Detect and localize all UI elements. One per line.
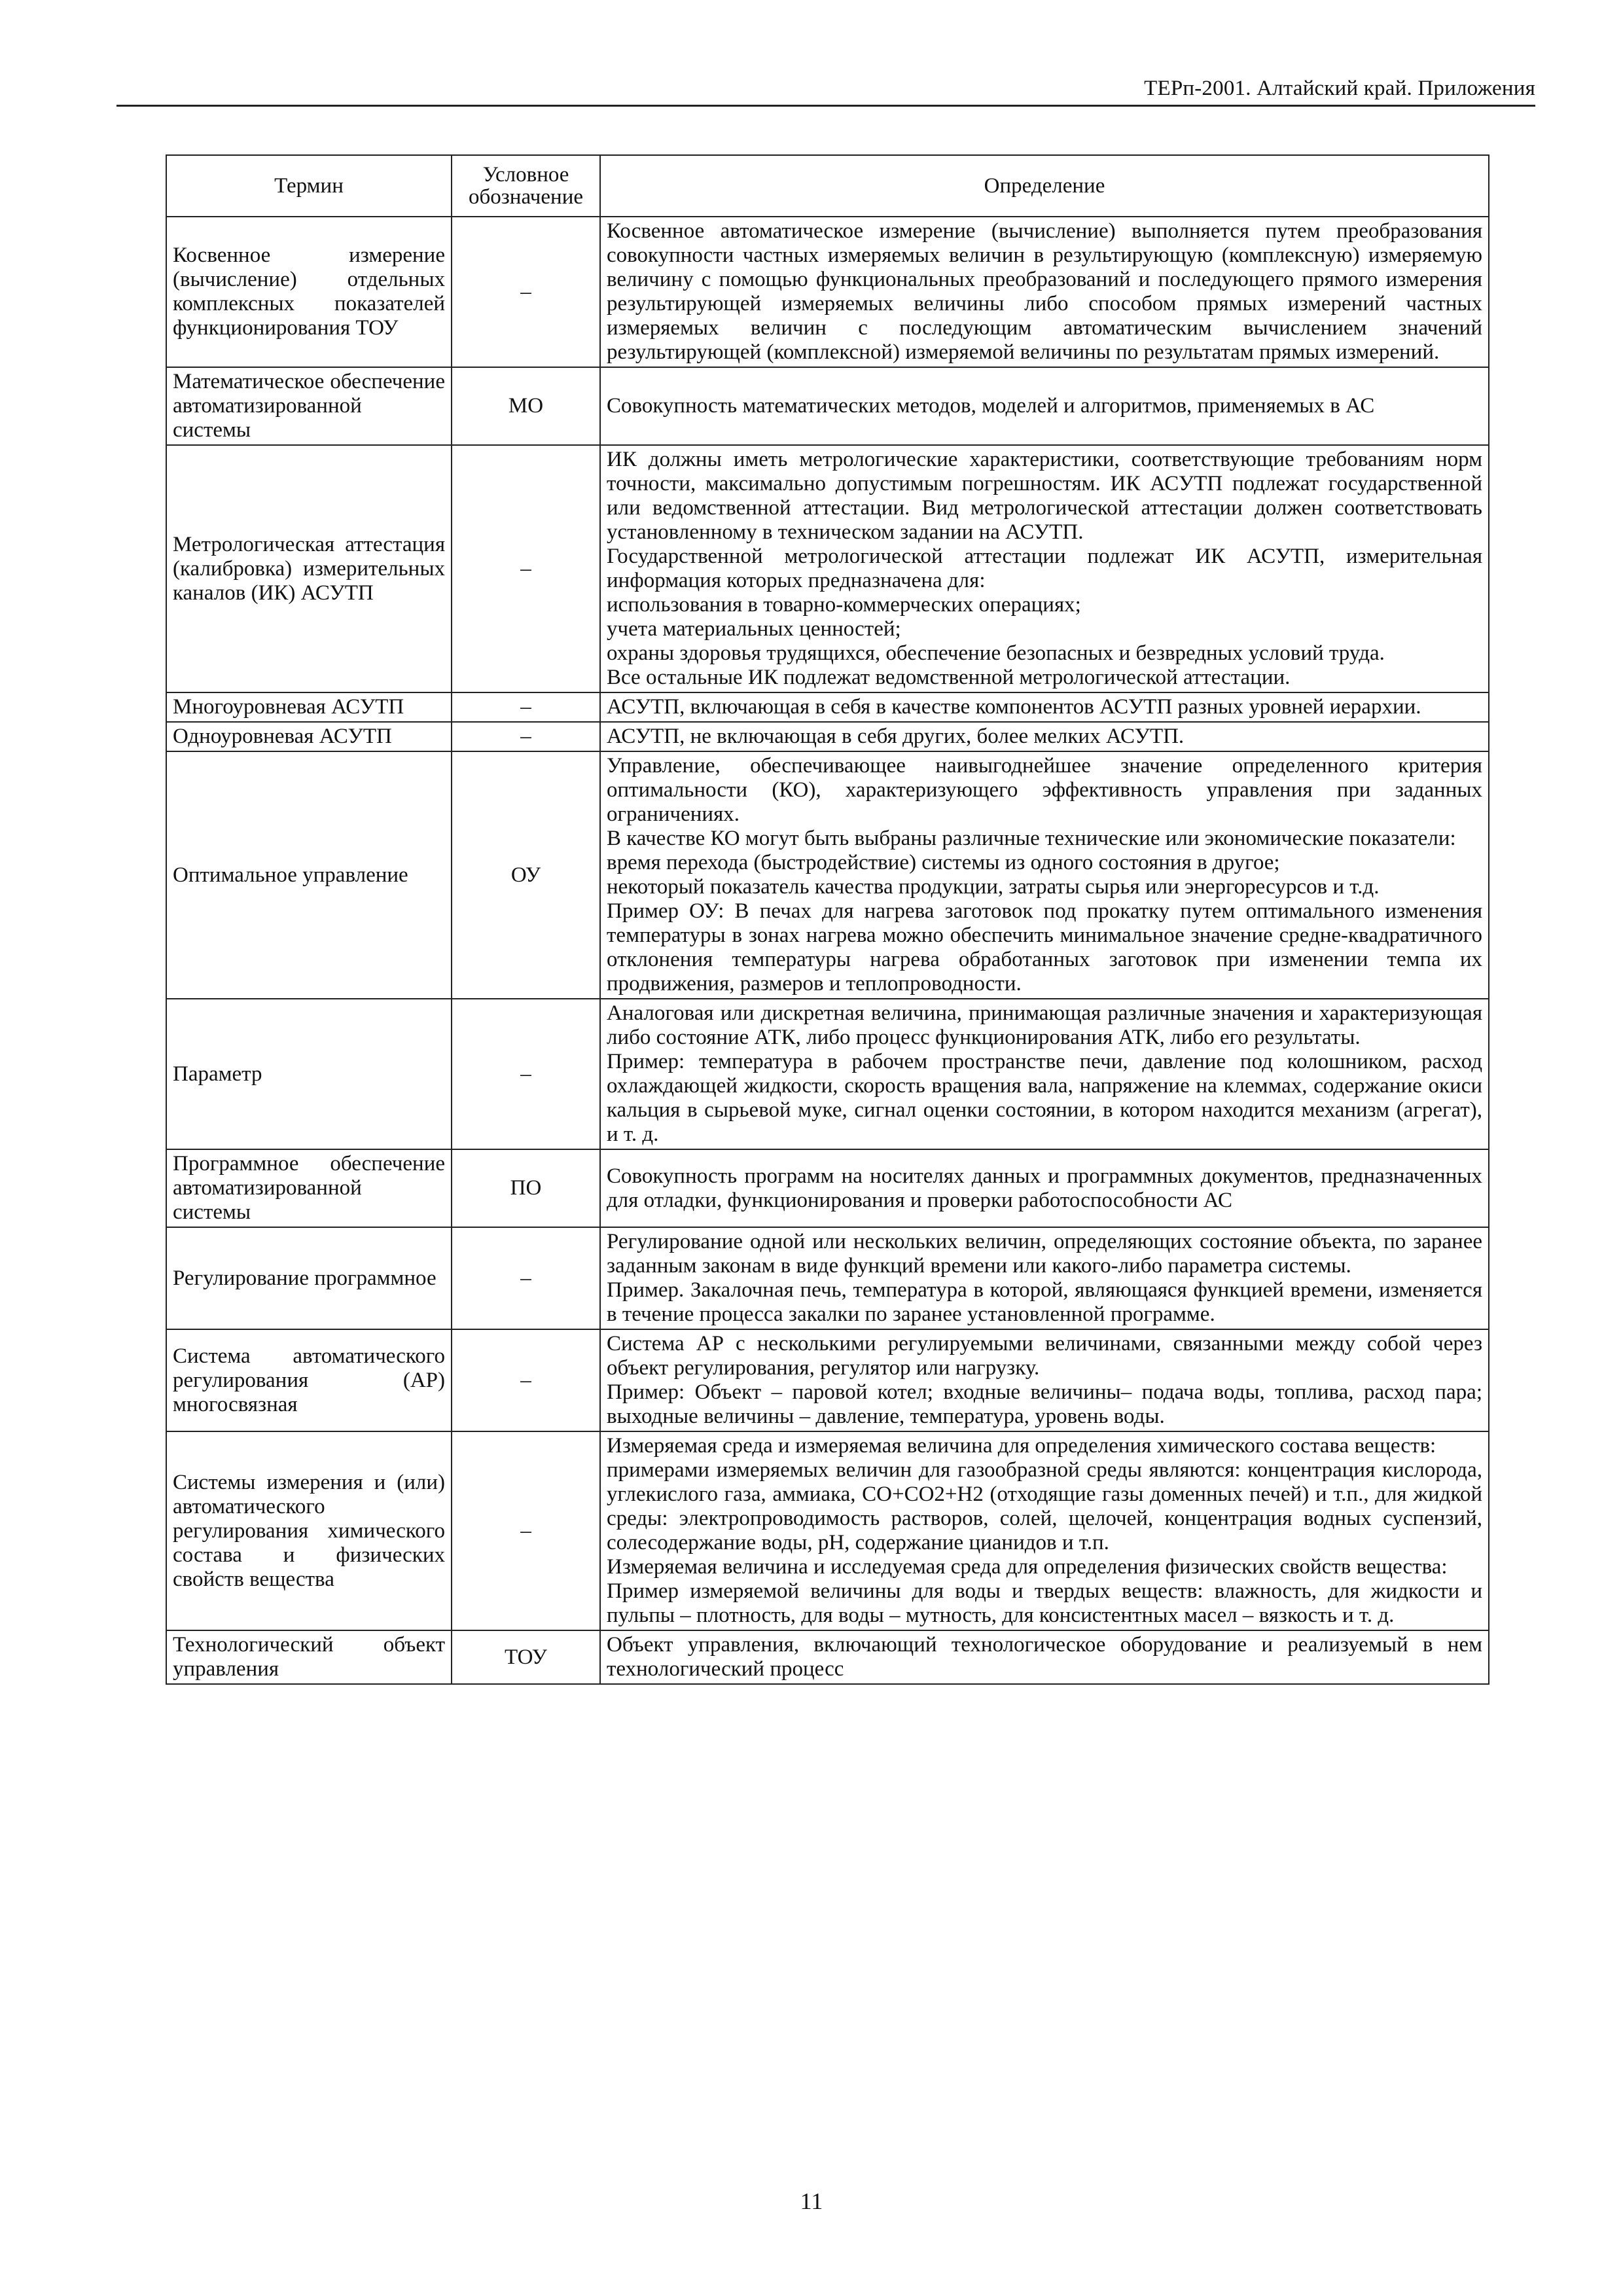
abbreviation-cell: ТОУ — [452, 1630, 600, 1684]
definition-paragraph: примерами измеряемых величин для газообразной среды являются: концентрация кислорода, углекислого газа, аммиака, CO+CO2+H2 (отходящие газы доменных печей) и т.п., для жидкой среды: электропроводимость растворов, солей, щелочей, концентрация водных суспензий, солесодержание воды, pH, содержание цианидов и т.п. — [607, 1458, 1482, 1554]
term-cell: Многоуровневая АСУТП — [166, 692, 452, 722]
definition-cell — [600, 692, 1489, 722]
definition-paragraph: Аналоговая или дискретная величина, принимающая различные значения и характеризующая либо состояние АТК, либо процесс функционирования АТК, либо его результаты. — [607, 1001, 1482, 1049]
abbreviation-cell: – — [452, 1431, 600, 1630]
column-header-term: Термин — [166, 155, 452, 217]
page-number: 11 — [800, 2188, 823, 2214]
definition-paragraph: Пример. Закалочная печь, температура в которой, являющаяся функцией времени, изменяется в течение процесса закалки по заранее установленной программе. — [607, 1278, 1482, 1326]
abbreviation-cell: ОУ — [452, 751, 600, 999]
running-header — [116, 71, 1535, 107]
running-header-title: ТЕРп-2001. Алтайский край. Приложения — [1144, 77, 1535, 100]
definition-paragraph: Система АР с несколькими регулируемыми величинами, связанными между собой через объект регулирования, регулятор или нагрузку. — [607, 1332, 1482, 1380]
definition-cell — [600, 1227, 1489, 1329]
term-cell: Оптимальное управление — [166, 751, 452, 999]
definition-paragraph: АСУТП, не включающая в себя других, более мелких АСУТП. — [607, 725, 1185, 748]
abbreviation-cell: – — [452, 722, 600, 751]
definition-cell — [600, 367, 1489, 445]
definition-cell — [600, 722, 1489, 751]
abbreviation-cell: – — [452, 1227, 600, 1329]
definition-cell — [600, 999, 1489, 1149]
definition-paragraph: В качестве КО могут быть выбраны различные технические или экономические показатели: — [607, 827, 1456, 850]
term-cell: Параметр — [166, 999, 452, 1149]
table-row — [166, 692, 1489, 722]
definition-paragraph: Измеряемая величина и исследуемая среда для определения физических свойств вещества: — [607, 1555, 1448, 1579]
definition-paragraph: Объект управления, включающий технологическое оборудование и реализуемый в нем технологический процесс — [607, 1633, 1482, 1681]
abbreviation-cell: – — [452, 445, 600, 692]
definition-paragraph: Совокупность программ на носителях данных и программных документов, предназначенных для отладки, функционирования и проверки работоспособности АС — [607, 1164, 1482, 1212]
table-row — [166, 1329, 1489, 1431]
definition-paragraph: Совокупность математических методов, моделей и алгоритмов, применяемых в АС — [607, 394, 1375, 418]
term-cell: Программное обеспечение автоматизированной системы — [166, 1149, 452, 1227]
table-row — [166, 1630, 1489, 1684]
table-row — [166, 445, 1489, 692]
definition-paragraph: Пример: Объект – паровой котел; входные величины– подача воды, топлива, расход пара; выходные величины – давление, температура, уровень воды. — [607, 1380, 1482, 1428]
definition-cell — [600, 1630, 1489, 1684]
definition-cell — [600, 1329, 1489, 1431]
abbreviation-cell: – — [452, 999, 600, 1149]
definition-paragraph: Регулирование одной или нескольких величин, определяющих состояние объекта, по заранее заданным законам в виде функций времени или какого-либо параметра системы. — [607, 1230, 1482, 1278]
table-row — [166, 1227, 1489, 1329]
definition-cell — [600, 445, 1489, 692]
term-cell: Система автоматического регулирования (АР) многосвязная — [166, 1329, 452, 1431]
term-cell: Одноуровневая АСУТП — [166, 722, 452, 751]
abbreviation-cell: ПО — [452, 1149, 600, 1227]
abbreviation-cell: – — [452, 1329, 600, 1431]
column-header-definition: Определение — [600, 155, 1489, 217]
term-cell: Регулирование программное — [166, 1227, 452, 1329]
definition-paragraph: время перехода (быстродействие) системы из одного состояния в другое; — [607, 851, 1280, 874]
table-row — [166, 217, 1489, 367]
term-cell: Системы измерения и (или) автоматического регулирования химического состава и физических свойств вещества — [166, 1431, 452, 1630]
table-row — [166, 367, 1489, 445]
definition-paragraph: Пример: температура в рабочем пространстве печи, давление под колошником, расход охлаждающей жидкости, скорость вращения вала, напряжение на клеммах, содержание окиси кальция в сырьевой муке, сигнал оценки состоянии, в котором находится механизм (агрегат), и т. д. — [607, 1050, 1482, 1146]
glossary-table — [166, 154, 1489, 1685]
definition-paragraph: Все остальные ИК подлежат ведомственной метрологической аттестации. — [607, 666, 1291, 689]
definition-cell — [600, 217, 1489, 367]
definition-paragraph: охраны здоровья трудящихся, обеспечение безопасных и безвредных условий труда. — [607, 641, 1385, 665]
definition-paragraph: Пример измеряемой величины для воды и твердых веществ: влажность, для жидкости и пульпы – плотность, для воды – мутность, для консистентных масел – вязкость и т. д. — [607, 1579, 1482, 1627]
term-cell: Технологический объект управления — [166, 1630, 452, 1684]
column-header-abbreviation: Условное обозначение — [452, 155, 600, 217]
abbreviation-cell: – — [452, 692, 600, 722]
definition-cell — [600, 1149, 1489, 1227]
definition-paragraph: АСУТП, включающая в себя в качестве компонентов АСУТП разных уровней иерархии. — [607, 695, 1421, 719]
definition-paragraph: Государственной метрологической аттестации подлежат ИК АСУТП, измерительная информация которых предназначена для: — [607, 545, 1482, 592]
definition-cell — [600, 751, 1489, 999]
definition-paragraph: Управление, обеспечивающее наивыгоднейшее значение определенного критерия оптимальности (КО), характеризующего эффективность управления при заданных ограничениях. — [607, 754, 1482, 826]
table-row — [166, 1431, 1489, 1630]
definition-paragraph: учета материальных ценностей; — [607, 617, 901, 641]
table-row — [166, 722, 1489, 751]
definition-paragraph: некоторый показатель качества продукции, затраты сырья или энергоресурсов и т.д. — [607, 875, 1380, 899]
definition-paragraph: использования в товарно-коммерческих операциях; — [607, 593, 1081, 617]
definition-paragraph: ИК должны иметь метрологические характеристики, соответствующие требованиям норм точности, максимально допустимым погрешностям. ИК АСУТП подлежат государственной или ведомственной аттестации. Вид метрологической аттестации должен соответствовать установленному в техническом задании на АСУТП. — [607, 448, 1482, 544]
definition-paragraph: Косвенное автоматическое измерение (вычисление) выполняется путем преобразования совокупности частных измеряемых величин в результирующую (комплексную) измеряемую величину с помощью функциональных преобразований и последующего прямого измерения результирующей измеряемых величины либо способом прямых измерений частных измеряемых величин с последующим автоматическим вычислением значений результирующей (комплексной) измеряемой величины по результатам прямых измерений. — [607, 219, 1482, 364]
abbreviation-cell: МО — [452, 367, 600, 445]
table-row — [166, 751, 1489, 999]
term-cell: Косвенное измерение (вычисление) отдельных комплексных показателей функционирования ТОУ — [166, 217, 452, 367]
definition-cell — [600, 1431, 1489, 1630]
abbreviation-cell: – — [452, 217, 600, 367]
definition-paragraph: Измеряемая среда и измеряемая величина для определения химического состава веществ: — [607, 1434, 1436, 1458]
term-cell: Метрологическая аттестация (калибровка) измерительных каналов (ИК) АСУТП — [166, 445, 452, 692]
table-row — [166, 999, 1489, 1149]
table-row — [166, 1149, 1489, 1227]
definition-paragraph: Пример ОУ: В печах для нагрева заготовок под прокатку путем оптимального изменения температуры в зонах нагрева можно обеспечить минимальное значение средне-квадратичного отклонения температуры нагрева обработанных заготовок при изменении темпа их продвижения, размеров и теплопроводности. — [607, 899, 1482, 996]
term-cell: Математическое обеспечение автоматизированной системы — [166, 367, 452, 445]
table-header-row — [166, 155, 1489, 217]
